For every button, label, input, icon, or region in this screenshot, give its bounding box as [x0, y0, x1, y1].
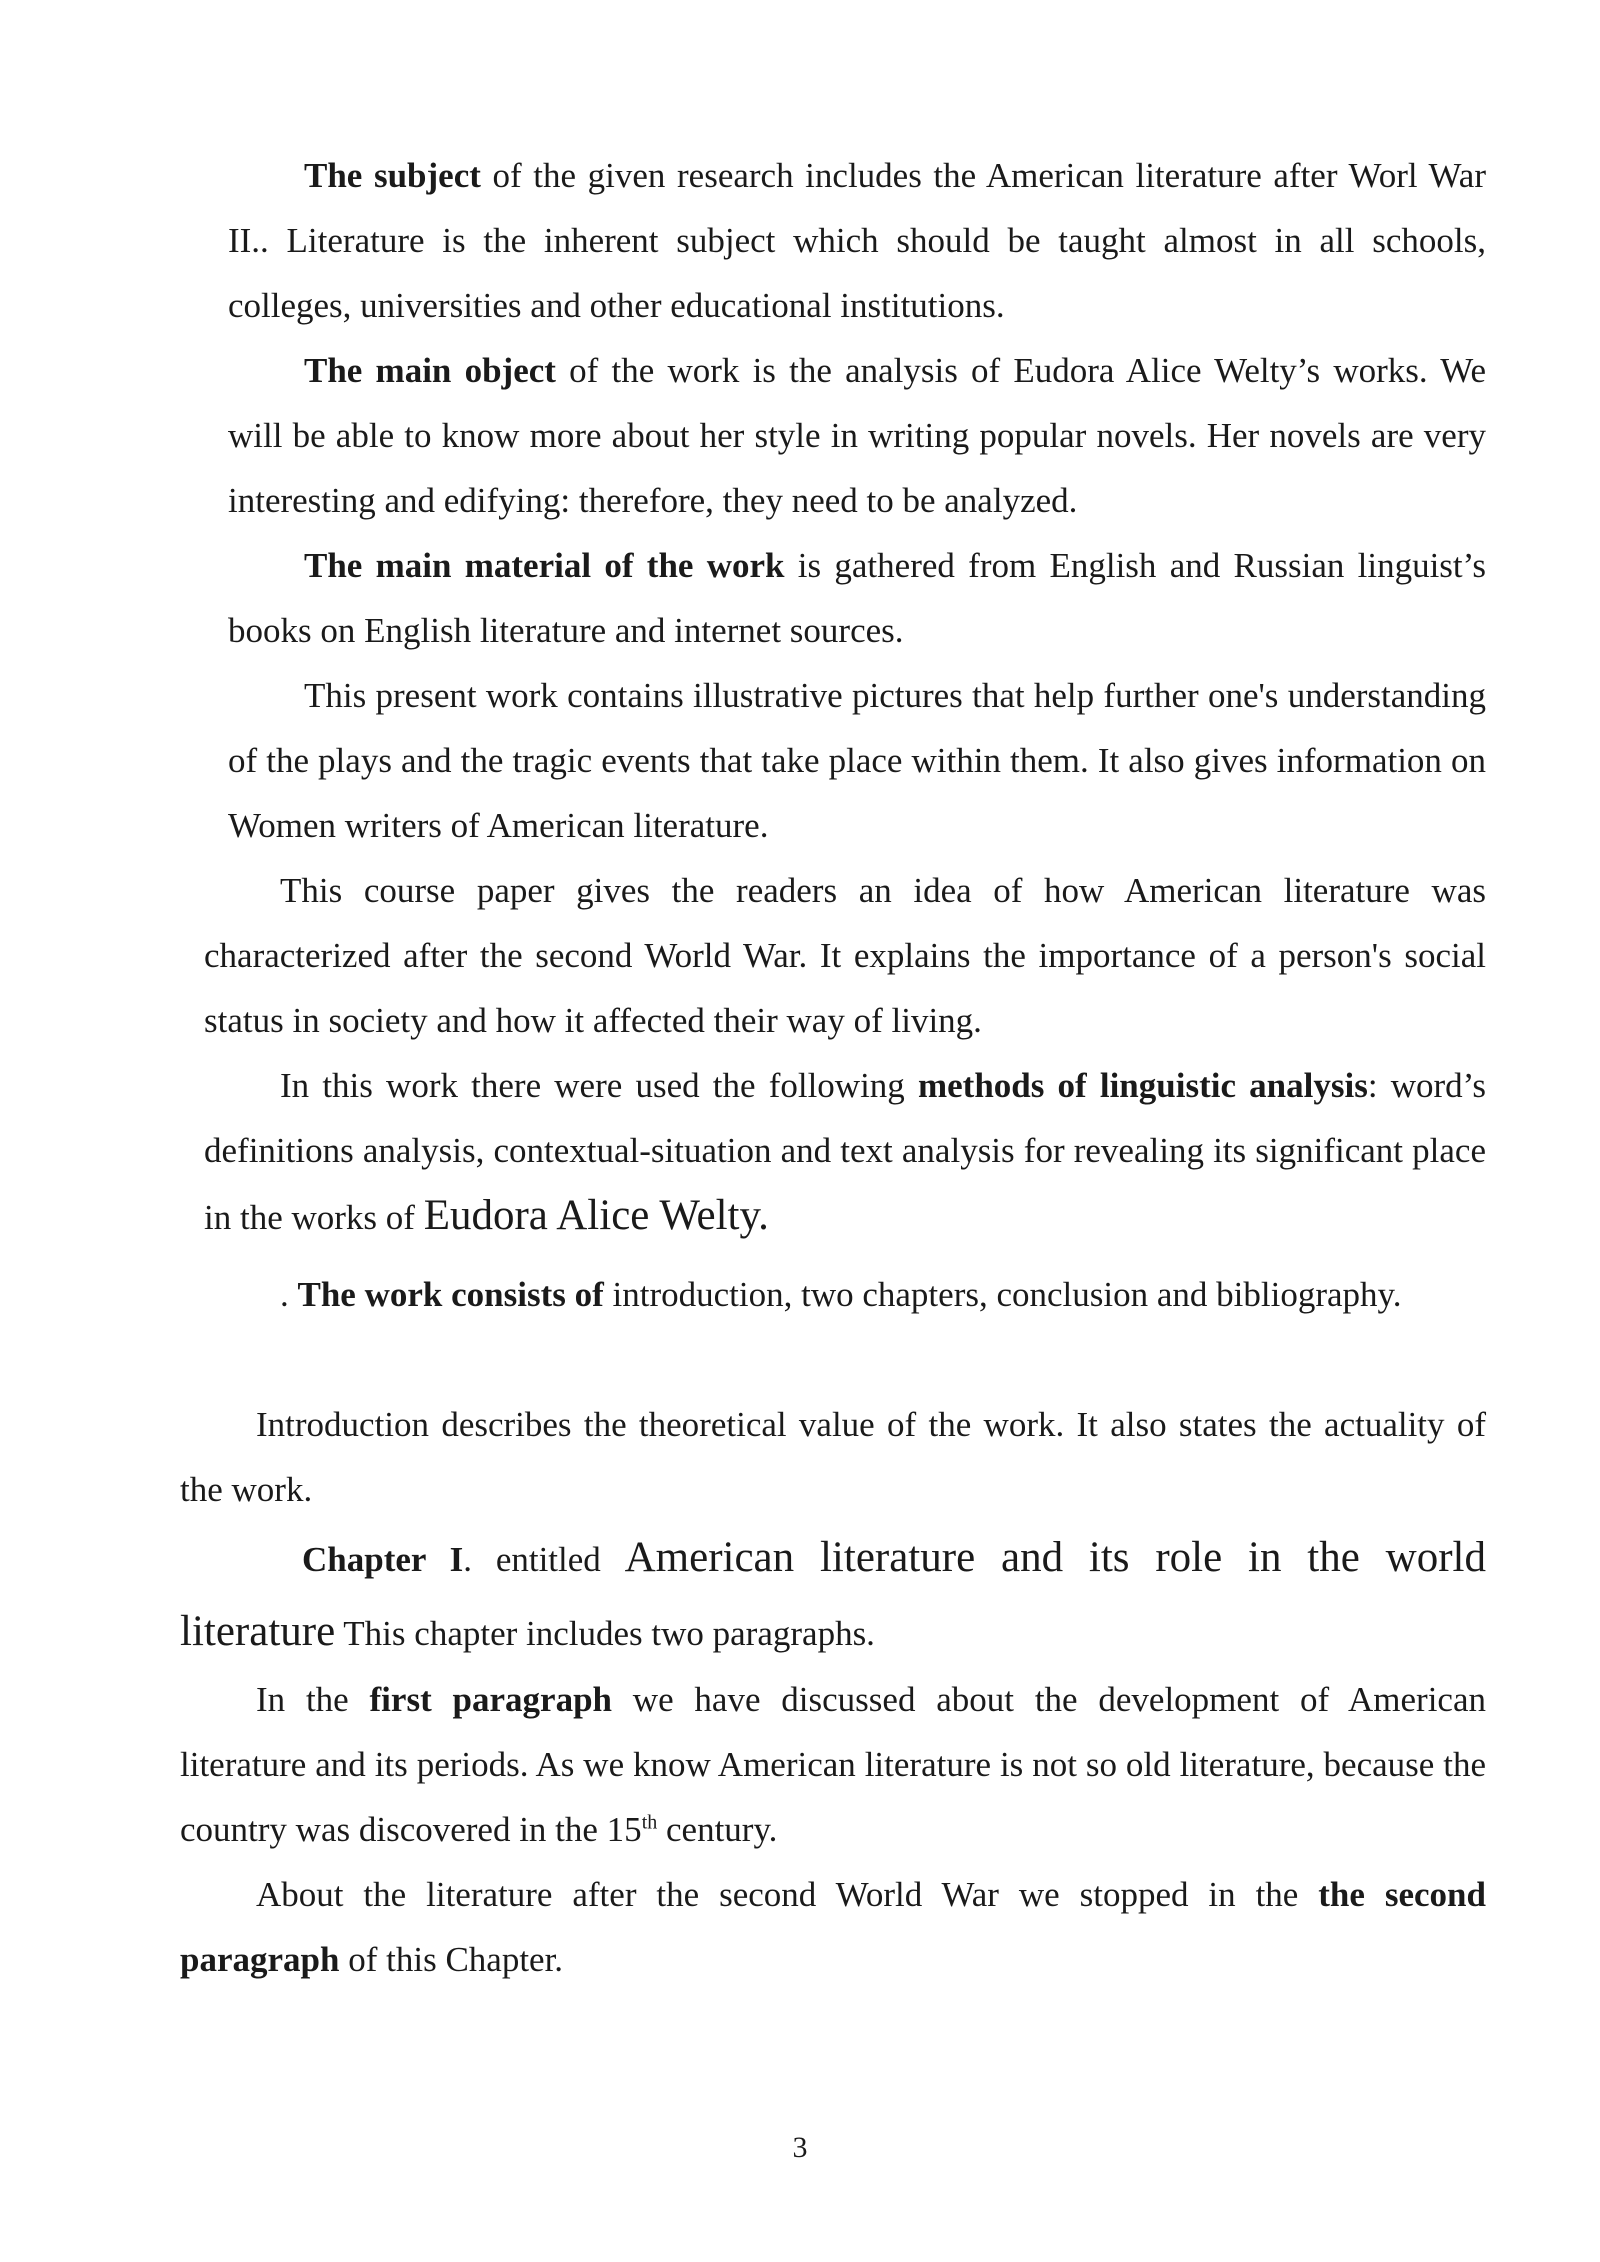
bold-term: the second paragraph — [180, 1875, 1486, 1979]
chapter-title: American literature and its role in the world literature — [180, 1534, 1486, 1655]
paragraph-text: of the given research includes the American literature after Worl War II.. Literature is the inherent subject which should be taught almost in all schools, colleges, universities and other educational institutions. — [228, 156, 1486, 325]
paragraph-text: In this work there were used the following — [280, 1066, 918, 1105]
paragraph-text: century. — [657, 1810, 778, 1849]
bold-term: The main object — [304, 351, 556, 390]
paragraph-main-material — [228, 533, 1486, 663]
paragraph-text: is gathered from English and Russian linguist’s books on English literature and internet sources. — [228, 546, 1486, 650]
paragraph-second-paragraph — [180, 1862, 1486, 1992]
page-number: 3 — [792, 2131, 808, 2164]
paragraph-text: of this Chapter. — [339, 1940, 564, 1979]
bold-term: The work consists of — [297, 1275, 604, 1314]
paragraph-text: : word’s definitions analysis, contextual-situation and text analysis for revealing its significant place in the works of — [204, 1066, 1486, 1237]
paragraph-text: . entitled — [463, 1540, 625, 1579]
paragraph-text: This present work contains illustrative pictures that help further one's understanding of the plays and the tragic events that take place within them. It also gives information on Women writers of American literature. — [228, 676, 1486, 845]
paragraph-text: of the work is the analysis of Eudora Alice Welty’s works. We will be able to know more about her style in writing popular novels. Her novels are very interesting and edifying: therefore, they need to be analyzed. — [228, 351, 1486, 520]
paragraph-introduction — [180, 1392, 1486, 1522]
bold-term: The subject — [304, 156, 481, 195]
paragraph-text: Introduction describes the theoretical value of the work. It also states the actuality of the work. — [180, 1405, 1486, 1509]
paragraph-main-object — [228, 338, 1486, 533]
paragraph-text: This chapter includes two paragraphs. — [335, 1614, 875, 1653]
paragraph-illustrative-pictures — [228, 663, 1486, 858]
paragraph-chapter-one — [180, 1522, 1486, 1670]
bold-term: first paragraph — [369, 1680, 612, 1719]
author-name: Eudora Alice Welty. — [423, 1192, 769, 1239]
paragraph-prefix: . — [280, 1275, 298, 1314]
paragraph-first-paragraph — [180, 1667, 1486, 1862]
paragraph-text: This course paper gives the readers an idea of how American literature was characterized after the second World War. It explains the importance of a person's social status in society and how it affected their way of living. — [204, 871, 1486, 1040]
paragraph-course-paper — [204, 858, 1486, 1053]
paragraph-text: In the — [256, 1680, 370, 1719]
paragraph-text: introduction, two chapters, conclusion and bibliography. — [603, 1275, 1402, 1314]
ordinal-suffix: th — [641, 1811, 658, 1834]
bold-term: The main material of the work — [304, 546, 785, 585]
paragraph-work-consists — [204, 1262, 1486, 1327]
paragraph-methods — [204, 1053, 1486, 1250]
paragraph-subject — [228, 143, 1486, 338]
paragraph-text: we have discussed about the development of American literature and its periods. As we know American literature is not so old literature, because the country was discovered in the 15 — [180, 1680, 1486, 1849]
bold-term: methods of linguistic analysis — [917, 1066, 1368, 1105]
paragraph-text: About the literature after the second World War we stopped in the — [256, 1875, 1319, 1914]
bold-term: Chapter I — [302, 1540, 464, 1579]
